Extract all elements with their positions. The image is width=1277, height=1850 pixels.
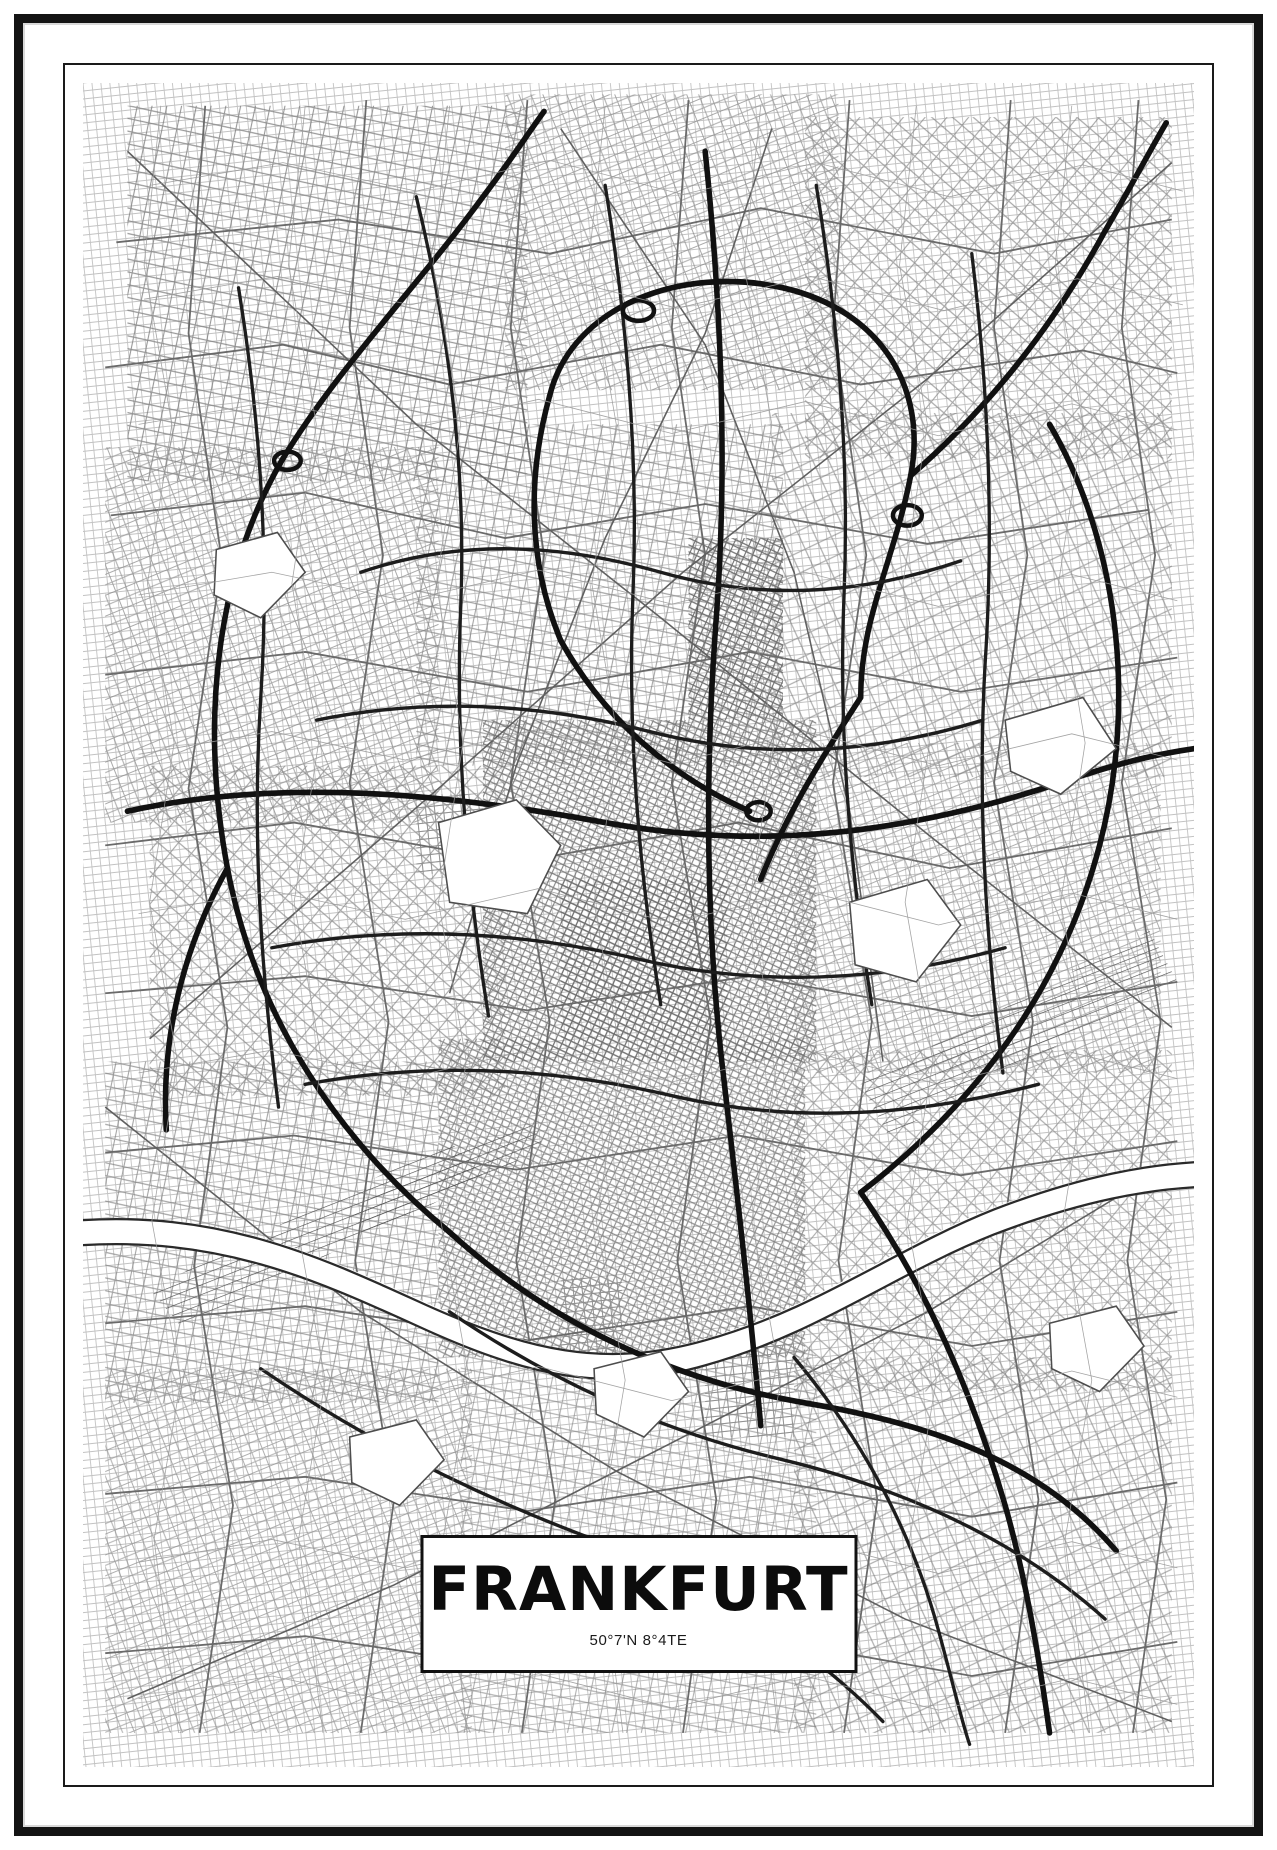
city-map-graphic [83, 83, 1194, 1767]
poster-frame [14, 14, 1263, 1836]
poster-paper [47, 47, 1230, 1803]
map-canvas [83, 83, 1194, 1767]
poster-inner-border [63, 63, 1214, 1787]
poster-title-plate [420, 1535, 857, 1673]
city-title: FRANKFURT [428, 1554, 849, 1625]
coordinates-label: 50°7'N 8°4TE [589, 1632, 688, 1649]
